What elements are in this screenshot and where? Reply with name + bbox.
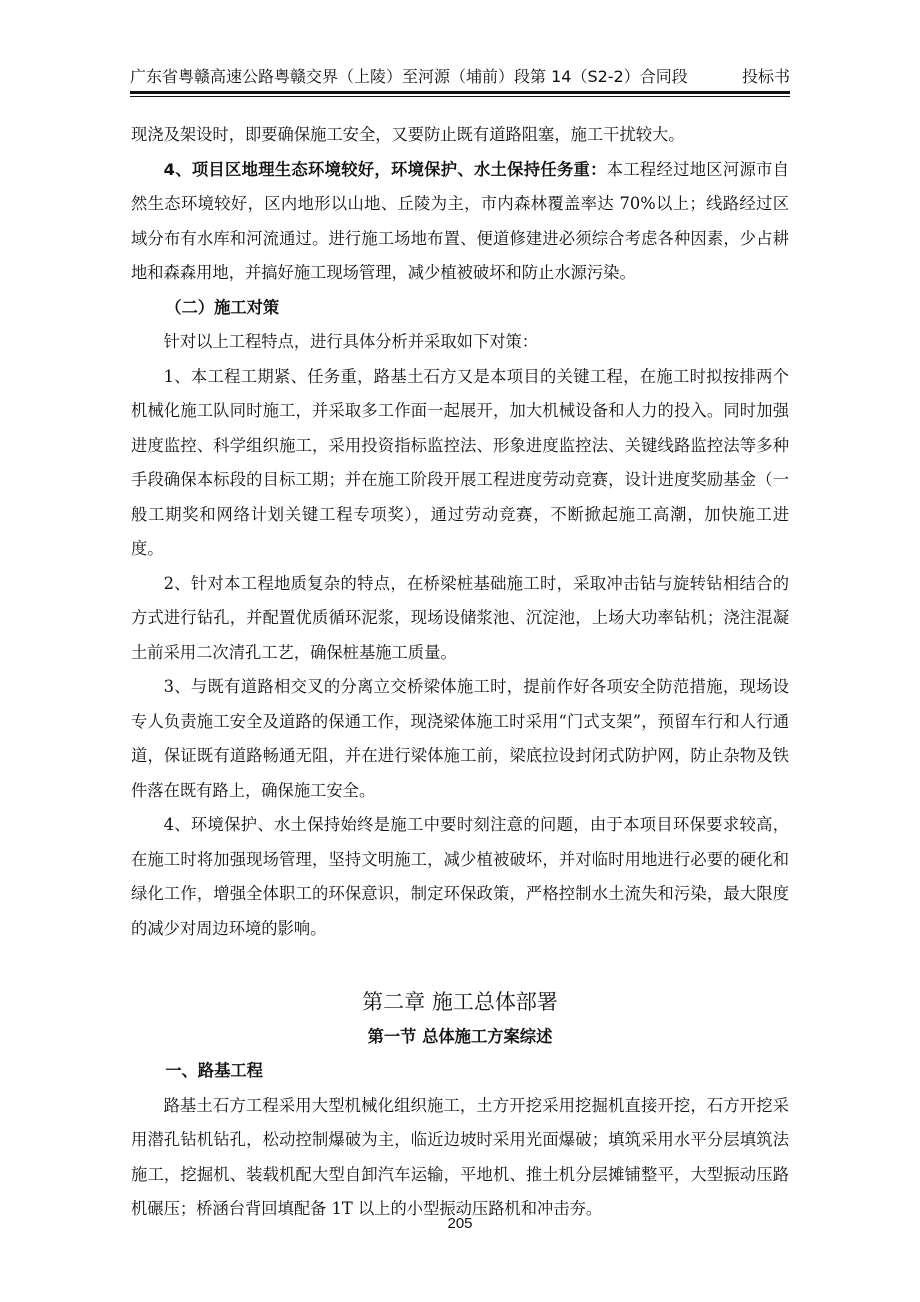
document-body (131, 118, 789, 1227)
subheading-roadbed: 一、路基工程 (165, 1061, 263, 1080)
point-4-heading: 4、项目区地理生态环境较好，环境保护、水土保持任务重： (163, 159, 607, 179)
paragraph-point-4 (131, 153, 789, 291)
paragraph-measure-3: 3、与既有道路相交叉的分离立交桥梁体施工时，提前作好各项安全防范措施，现场设专人负责施工安全及道路的保通工作，现浇梁体施工时采用“门式支架”，预留车行和人行通道，保证既有道路畅通无阻，并在进行梁体施工前，梁底拉设封闭式防护网，防止杂物及铁件落在既有路上，确保施工安全。 (131, 677, 789, 800)
paragraph-intro: 针对以上工程特点，进行具体分析并采取如下对策： (163, 332, 539, 351)
paragraph-measure-4: 4、环境保护、水土保持始终是施工中要时刻注意的问题，由于本项目环保要求较高，在施工时将加强现场管理，坚持文明施工，减少植被破坏，并对临时用地进行必要的硬化和绿化工作，增强全体职工的环保意识，制定环保政策，严格控制水土流失和污染，最大限度的减少对周边环境的影响。 (131, 815, 789, 938)
page-header (130, 62, 790, 90)
header-rule-thick (130, 91, 790, 94)
header-doc-type: 投标书 (741, 67, 790, 86)
paragraph-measure-2: 2、针对本工程地质复杂的特点，在桥梁桩基础施工时，采取冲击钻与旋转钻相结合的方式进行钻孔，并配置优质循环泥浆，现场设储浆池、沉淀池，上场大功率钻机；浇注混凝土前采用二次清孔工艺，确保桩基施工质量。 (131, 573, 789, 662)
chapter-title: 第二章 施工总体部署 (362, 990, 558, 1014)
paragraph-roadbed: 路基土石方工程采用大型机械化组织施工，土方开挖采用挖掘机直接开挖，石方开挖采用潜孔钻机钻孔，松动控制爆破为主，临近边坡时采用光面爆破；填筑采用水平分层填筑法施工，挖掘机、装载机配大型自卸汽车运输，平地机、推土机分层摊铺整平，大型振动压路机碾压；桥涵台背回填配备 1T 以上的小型振动压路机和冲击夯。 (131, 1095, 789, 1218)
header-rule-thin (130, 96, 790, 97)
paragraph-continuation: 现浇及架设时，即要确保施工安全，又要防止既有道路阻塞，施工干扰较大。 (131, 125, 685, 144)
subheading-countermeasures: （二）施工对策 (165, 297, 280, 317)
section-title: 第一节 总体施工方案综述 (367, 1027, 553, 1046)
page-number: 205 (447, 1215, 473, 1232)
point-4-body: 本工程经过地区河源市自然生态环境较好，区内地形以山地、丘陵为主，市内森林覆盖率达 70%以上；线路经过区域分布有水库和河流通过。进行施工场地布置、便道修建进必须综合考虑各种因素，少占耕地和森森用地，并搞好施工现场管理，减少植被破坏和防止水源污染。 (131, 159, 789, 282)
header-title: 广东省粤赣高速公路粤赣交界（上陵）至河源（埔前）段第 14（S2-2）合同段 (130, 67, 688, 86)
paragraph-measure-1: 1、本工程工期紧、任务重，路基土石方又是本项目的关键工程，在施工时拟按排两个机械化施工队同时施工，并采取多工作面一起展开，加大机械设备和人力的投入。同时加强进度监控、科学组织施工，采用投资指标监控法、形象进度监控法、关键线路监控法等多种手段确保本标段的目标工期；并在施工阶段开展工程进度劳动竞赛，设计进度奖励基金（一般工期奖和网络计划关键工程专项奖），通过劳动竞赛，不断掀起施工高潮，加快施工进度。 (131, 366, 789, 558)
